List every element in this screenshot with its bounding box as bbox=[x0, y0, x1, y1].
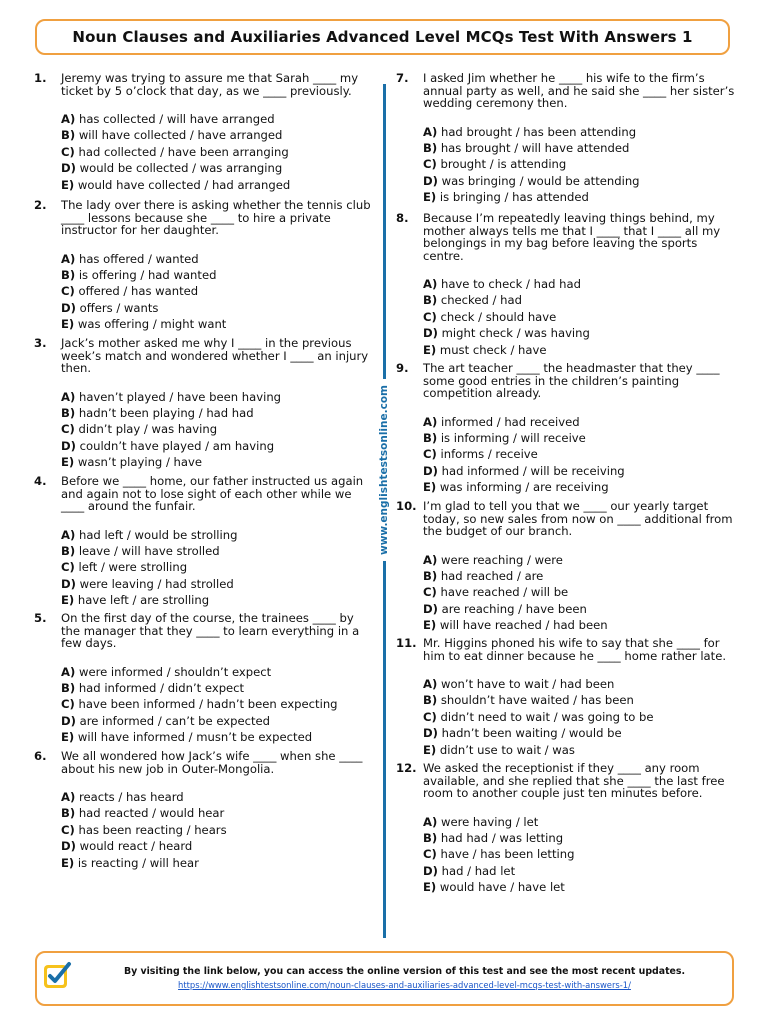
option-letter: B) bbox=[423, 140, 438, 155]
question-stem: Jeremy was trying to assure me that Sarah ____ my ticket by 5 o’clock that day, as we ____ previously. bbox=[61, 71, 359, 98]
option-b[interactable] bbox=[61, 405, 374, 421]
option-text: have left / are strolling bbox=[77, 593, 210, 608]
question-11 bbox=[396, 637, 736, 758]
option-a[interactable] bbox=[61, 251, 374, 267]
option-text: are reaching / have been bbox=[441, 601, 587, 616]
option-text: will have reached / had been bbox=[439, 618, 608, 633]
option-letter: E) bbox=[61, 855, 75, 870]
option-text: won’t have to wait / had been bbox=[440, 677, 615, 691]
option-letter: C) bbox=[61, 560, 75, 575]
option-letter: D) bbox=[61, 438, 76, 453]
option-b[interactable] bbox=[61, 267, 374, 283]
options-list bbox=[61, 111, 374, 193]
option-a[interactable] bbox=[61, 527, 374, 543]
option-e[interactable] bbox=[61, 855, 374, 871]
option-d[interactable] bbox=[61, 300, 374, 316]
option-text: brought / is attending bbox=[440, 157, 567, 172]
question-number: 10. bbox=[396, 499, 417, 513]
footer-link[interactable]: https://www.englishtestsonline.com/noun-clauses-and-auxiliaries-advanced-level-mcqs-test-with-answers-1/ bbox=[178, 980, 631, 990]
option-text: had informed / didn’t expect bbox=[78, 680, 245, 695]
option-text: would be collected / was arranging bbox=[79, 161, 283, 176]
option-text: had left / would be strolling bbox=[78, 527, 238, 542]
option-text: would have / have let bbox=[439, 880, 565, 895]
option-text: will have informed / musn’t be expected bbox=[77, 730, 313, 745]
question-3 bbox=[34, 337, 374, 471]
option-letter: D) bbox=[61, 300, 76, 315]
question-number: 3. bbox=[34, 336, 47, 350]
option-text: shouldn’t have waited / has been bbox=[440, 693, 634, 708]
question-8 bbox=[396, 212, 736, 358]
option-c[interactable] bbox=[423, 709, 736, 725]
option-e[interactable] bbox=[61, 177, 374, 193]
option-text: didn’t use to wait / was bbox=[439, 742, 575, 757]
option-text: had collected / have been arranging bbox=[78, 144, 289, 159]
question-stem: On the first day of the course, the trainees ____ by the manager that they ____ to learn everything in a few days. bbox=[61, 611, 360, 650]
option-letter: A) bbox=[423, 277, 438, 291]
option-text: have been informed / hadn’t been expecting bbox=[78, 697, 338, 712]
options-list bbox=[423, 552, 736, 634]
option-letter: E) bbox=[61, 455, 75, 470]
option-d[interactable] bbox=[423, 173, 736, 189]
option-letter: B) bbox=[61, 267, 76, 282]
options-list bbox=[423, 676, 736, 758]
option-text: offered / has wanted bbox=[78, 284, 199, 299]
options-list bbox=[61, 789, 374, 871]
option-letter: A) bbox=[61, 527, 76, 542]
option-text: left / were strolling bbox=[78, 560, 188, 575]
option-text: didn’t play / was having bbox=[78, 422, 218, 437]
question-number: 1. bbox=[34, 71, 47, 85]
option-c[interactable] bbox=[61, 144, 374, 160]
question-stem: We all wondered how Jack’s wife ____ when she ____ about his new job in Outer-Mongolia. bbox=[61, 749, 363, 776]
option-c[interactable] bbox=[423, 846, 736, 862]
question-7 bbox=[396, 72, 736, 206]
option-text: check / should have bbox=[440, 309, 557, 324]
option-d[interactable] bbox=[61, 713, 374, 729]
question-stem: Before we ____ home, our father instructed us again and again not to lose sight of each other while we ____ around the funfair. bbox=[61, 474, 364, 513]
option-text: will have collected / have arranged bbox=[78, 128, 283, 143]
option-a[interactable] bbox=[61, 389, 374, 405]
option-letter: C) bbox=[423, 585, 437, 600]
option-letter: B) bbox=[423, 568, 438, 583]
option-letter: A) bbox=[61, 389, 76, 404]
option-text: had reached / are bbox=[440, 568, 544, 583]
option-a[interactable] bbox=[423, 552, 736, 568]
question-stem: The art teacher ____ the headmaster that they ____ some good entries in the children’s painting competition already. bbox=[423, 361, 720, 400]
option-b[interactable] bbox=[423, 292, 736, 308]
option-letter: C) bbox=[61, 822, 75, 837]
question-stem: The lady over there is asking whether the tennis club ____ lessons because she ____ to hire a private instructor for her daughter. bbox=[61, 198, 371, 237]
option-text: are informed / can’t be expected bbox=[79, 713, 271, 728]
option-letter: C) bbox=[61, 422, 75, 437]
option-e[interactable] bbox=[423, 189, 736, 205]
option-letter: E) bbox=[423, 880, 437, 895]
option-c[interactable] bbox=[423, 309, 736, 325]
option-text: has brought / will have attended bbox=[440, 140, 630, 155]
option-text: is offering / had wanted bbox=[78, 267, 217, 282]
option-text: might check / was having bbox=[441, 326, 590, 341]
option-c[interactable] bbox=[61, 421, 374, 437]
option-text: was offering / might want bbox=[77, 317, 227, 332]
option-letter: E) bbox=[61, 730, 75, 745]
option-a[interactable] bbox=[423, 124, 736, 140]
options-list bbox=[61, 664, 374, 746]
option-letter: A) bbox=[423, 414, 438, 429]
option-d[interactable] bbox=[61, 160, 374, 176]
option-a[interactable] bbox=[61, 111, 374, 127]
option-text: have / has been letting bbox=[440, 847, 575, 862]
option-text: were having / let bbox=[440, 814, 539, 829]
option-text: haven’t played / have been having bbox=[78, 389, 282, 404]
option-text: had informed / will be receiving bbox=[441, 463, 625, 478]
option-letter: E) bbox=[61, 177, 75, 192]
option-d[interactable] bbox=[423, 463, 736, 479]
option-letter: A) bbox=[61, 112, 76, 126]
option-c[interactable] bbox=[423, 156, 736, 172]
option-letter: C) bbox=[423, 447, 437, 462]
checkbox-check-icon bbox=[42, 961, 72, 991]
option-letter: B) bbox=[61, 128, 76, 143]
title-box bbox=[35, 19, 730, 55]
option-text: wasn’t playing / have bbox=[77, 455, 202, 470]
option-letter: C) bbox=[61, 697, 75, 712]
option-b[interactable] bbox=[423, 692, 736, 708]
option-letter: C) bbox=[423, 709, 437, 724]
question-number: 9. bbox=[396, 361, 409, 375]
option-a[interactable] bbox=[423, 414, 736, 430]
side-url: www.englishtestsonline.com bbox=[378, 379, 390, 561]
option-d[interactable] bbox=[423, 863, 736, 879]
question-stem: Because I’m repeatedly leaving things behind, my mother always tells me that I ____ that I ____ all my belongings in my bag before leaving the sports centre. bbox=[423, 211, 721, 263]
option-e[interactable] bbox=[423, 342, 736, 358]
option-text: informed / had received bbox=[440, 414, 580, 429]
options-list bbox=[61, 527, 374, 609]
option-letter: E) bbox=[423, 618, 437, 633]
option-letter: A) bbox=[423, 814, 438, 829]
option-d[interactable] bbox=[423, 725, 736, 741]
option-letter: A) bbox=[423, 677, 438, 691]
option-letter: C) bbox=[423, 157, 437, 172]
option-b[interactable] bbox=[423, 568, 736, 584]
option-letter: B) bbox=[61, 405, 76, 420]
question-9 bbox=[396, 362, 736, 496]
option-letter: D) bbox=[61, 161, 76, 176]
option-b[interactable] bbox=[61, 805, 374, 821]
question-4 bbox=[34, 475, 374, 609]
option-b[interactable] bbox=[61, 543, 374, 559]
option-text: were leaving / had strolled bbox=[79, 576, 234, 591]
footer-box bbox=[35, 951, 734, 1006]
option-letter: B) bbox=[423, 693, 438, 708]
question-5 bbox=[34, 612, 374, 746]
option-text: was bringing / would be attending bbox=[441, 173, 640, 188]
option-text: leave / will have strolled bbox=[78, 543, 220, 558]
option-text: has collected / will have arranged bbox=[78, 112, 275, 126]
option-text: hadn’t been playing / had had bbox=[78, 405, 254, 420]
options-list bbox=[423, 124, 736, 206]
option-a[interactable] bbox=[423, 276, 736, 292]
option-letter: C) bbox=[423, 309, 437, 324]
option-letter: D) bbox=[61, 839, 76, 854]
option-d[interactable] bbox=[61, 438, 374, 454]
question-stem: Jack’s mother asked me why I ____ in the previous week’s match and wondered whether I ____ an injury then. bbox=[61, 336, 369, 375]
question-number: 5. bbox=[34, 611, 47, 625]
option-letter: A) bbox=[61, 251, 76, 266]
question-stem: We asked the receptionist if they ____ any room available, and she replied that she ____ the last free room to another couple just ten minutes before. bbox=[423, 761, 725, 800]
option-text: hadn’t been waiting / would be bbox=[441, 726, 622, 741]
option-text: informs / receive bbox=[440, 447, 538, 462]
option-text: was informing / are receiving bbox=[439, 480, 609, 495]
footer-text: By visiting the link below, you can access the online version of this test and see the most recent updates. bbox=[123, 966, 686, 977]
question-number: 12. bbox=[396, 761, 417, 775]
option-letter: C) bbox=[61, 144, 75, 159]
option-letter: D) bbox=[423, 326, 438, 341]
option-e[interactable] bbox=[61, 316, 374, 332]
option-a[interactable] bbox=[61, 664, 374, 680]
option-text: is informing / will receive bbox=[440, 430, 586, 445]
option-b[interactable] bbox=[61, 680, 374, 696]
page-title: Noun Clauses and Auxiliaries Advanced Level MCQs Test With Answers 1 bbox=[72, 28, 693, 46]
option-text: were informed / shouldn’t expect bbox=[78, 664, 272, 679]
option-b[interactable] bbox=[61, 127, 374, 143]
option-text: had had / was letting bbox=[440, 830, 564, 845]
option-e[interactable] bbox=[61, 592, 374, 608]
option-letter: D) bbox=[423, 463, 438, 478]
option-letter: D) bbox=[423, 726, 438, 741]
option-d[interactable] bbox=[61, 838, 374, 854]
option-d[interactable] bbox=[423, 325, 736, 341]
question-12 bbox=[396, 762, 736, 896]
option-letter: D) bbox=[423, 863, 438, 878]
question-1 bbox=[34, 72, 374, 193]
question-2 bbox=[34, 199, 374, 333]
option-e[interactable] bbox=[423, 617, 736, 633]
option-b[interactable] bbox=[423, 830, 736, 846]
option-a[interactable] bbox=[423, 814, 736, 830]
option-text: would react / heard bbox=[79, 839, 193, 854]
option-c[interactable] bbox=[61, 559, 374, 575]
option-text: would have collected / had arranged bbox=[77, 177, 291, 192]
option-letter: B) bbox=[423, 293, 438, 308]
question-number: 6. bbox=[34, 749, 47, 763]
option-text: is reacting / will hear bbox=[77, 855, 199, 870]
question-number: 2. bbox=[34, 198, 47, 212]
option-b[interactable] bbox=[423, 140, 736, 156]
option-text: has been reacting / hears bbox=[78, 822, 227, 837]
question-stem: I asked Jim whether he ____ his wife to the firm’s annual party as well, and he said she ____ her sister’s wedding ceremony then. bbox=[423, 71, 735, 110]
options-list bbox=[61, 251, 374, 333]
option-letter: D) bbox=[423, 173, 438, 188]
option-letter: E) bbox=[423, 480, 437, 495]
question-stem: Mr. Higgins phoned his wife to say that she ____ for him to eat dinner because he ____ home rather late. bbox=[423, 636, 727, 663]
options-list bbox=[423, 414, 736, 496]
option-c[interactable] bbox=[61, 822, 374, 838]
option-b[interactable] bbox=[423, 430, 736, 446]
option-letter: B) bbox=[423, 830, 438, 845]
options-list bbox=[423, 814, 736, 896]
option-text: had brought / has been attending bbox=[440, 124, 637, 139]
option-letter: B) bbox=[61, 543, 76, 558]
option-letter: A) bbox=[61, 790, 76, 804]
options-list bbox=[61, 389, 374, 471]
option-text: reacts / has heard bbox=[78, 790, 184, 804]
option-letter: E) bbox=[423, 342, 437, 357]
option-text: didn’t need to wait / was going to be bbox=[440, 709, 654, 724]
option-letter: A) bbox=[61, 664, 76, 679]
option-text: have to check / had had bbox=[440, 277, 581, 291]
option-text: must check / have bbox=[439, 342, 547, 357]
option-text: had reacted / would hear bbox=[78, 806, 225, 821]
option-text: couldn’t have played / am having bbox=[79, 438, 275, 453]
option-text: is bringing / has attended bbox=[439, 190, 589, 205]
option-text: were reaching / were bbox=[440, 552, 563, 567]
option-d[interactable] bbox=[61, 576, 374, 592]
option-letter: C) bbox=[61, 284, 75, 299]
option-letter: B) bbox=[61, 680, 76, 695]
question-number: 11. bbox=[396, 636, 417, 650]
option-letter: E) bbox=[61, 593, 75, 608]
option-a[interactable] bbox=[423, 676, 736, 692]
option-letter: A) bbox=[423, 124, 438, 139]
option-letter: D) bbox=[61, 713, 76, 728]
option-text: offers / wants bbox=[79, 300, 159, 315]
option-letter: E) bbox=[423, 190, 437, 205]
question-6 bbox=[34, 750, 374, 871]
option-text: have reached / will be bbox=[440, 585, 569, 600]
option-d[interactable] bbox=[423, 601, 736, 617]
option-letter: E) bbox=[61, 317, 75, 332]
option-text: has offered / wanted bbox=[78, 251, 199, 266]
option-e[interactable] bbox=[423, 479, 736, 495]
option-letter: A) bbox=[423, 552, 438, 567]
question-number: 4. bbox=[34, 474, 47, 488]
option-letter: C) bbox=[423, 847, 437, 862]
option-text: had / had let bbox=[441, 863, 516, 878]
option-c[interactable] bbox=[61, 696, 374, 712]
question-stem: I’m glad to tell you that we ____ our yearly target today, so new sales from now on ____ additional from the budget of our branch. bbox=[423, 499, 733, 538]
option-text: checked / had bbox=[440, 293, 522, 308]
option-e[interactable] bbox=[61, 454, 374, 470]
option-c[interactable] bbox=[61, 283, 374, 299]
option-letter: B) bbox=[61, 806, 76, 821]
option-letter: D) bbox=[61, 576, 76, 591]
question-number: 8. bbox=[396, 211, 409, 225]
option-e[interactable] bbox=[423, 879, 736, 895]
option-letter: E) bbox=[423, 742, 437, 757]
option-letter: D) bbox=[423, 601, 438, 616]
option-e[interactable] bbox=[423, 742, 736, 758]
option-c[interactable] bbox=[423, 584, 736, 600]
option-c[interactable] bbox=[423, 446, 736, 462]
option-letter: B) bbox=[423, 430, 438, 445]
option-e[interactable] bbox=[61, 729, 374, 745]
options-list bbox=[423, 276, 736, 358]
question-10 bbox=[396, 500, 736, 634]
question-number: 7. bbox=[396, 71, 409, 85]
option-a[interactable] bbox=[61, 789, 374, 805]
